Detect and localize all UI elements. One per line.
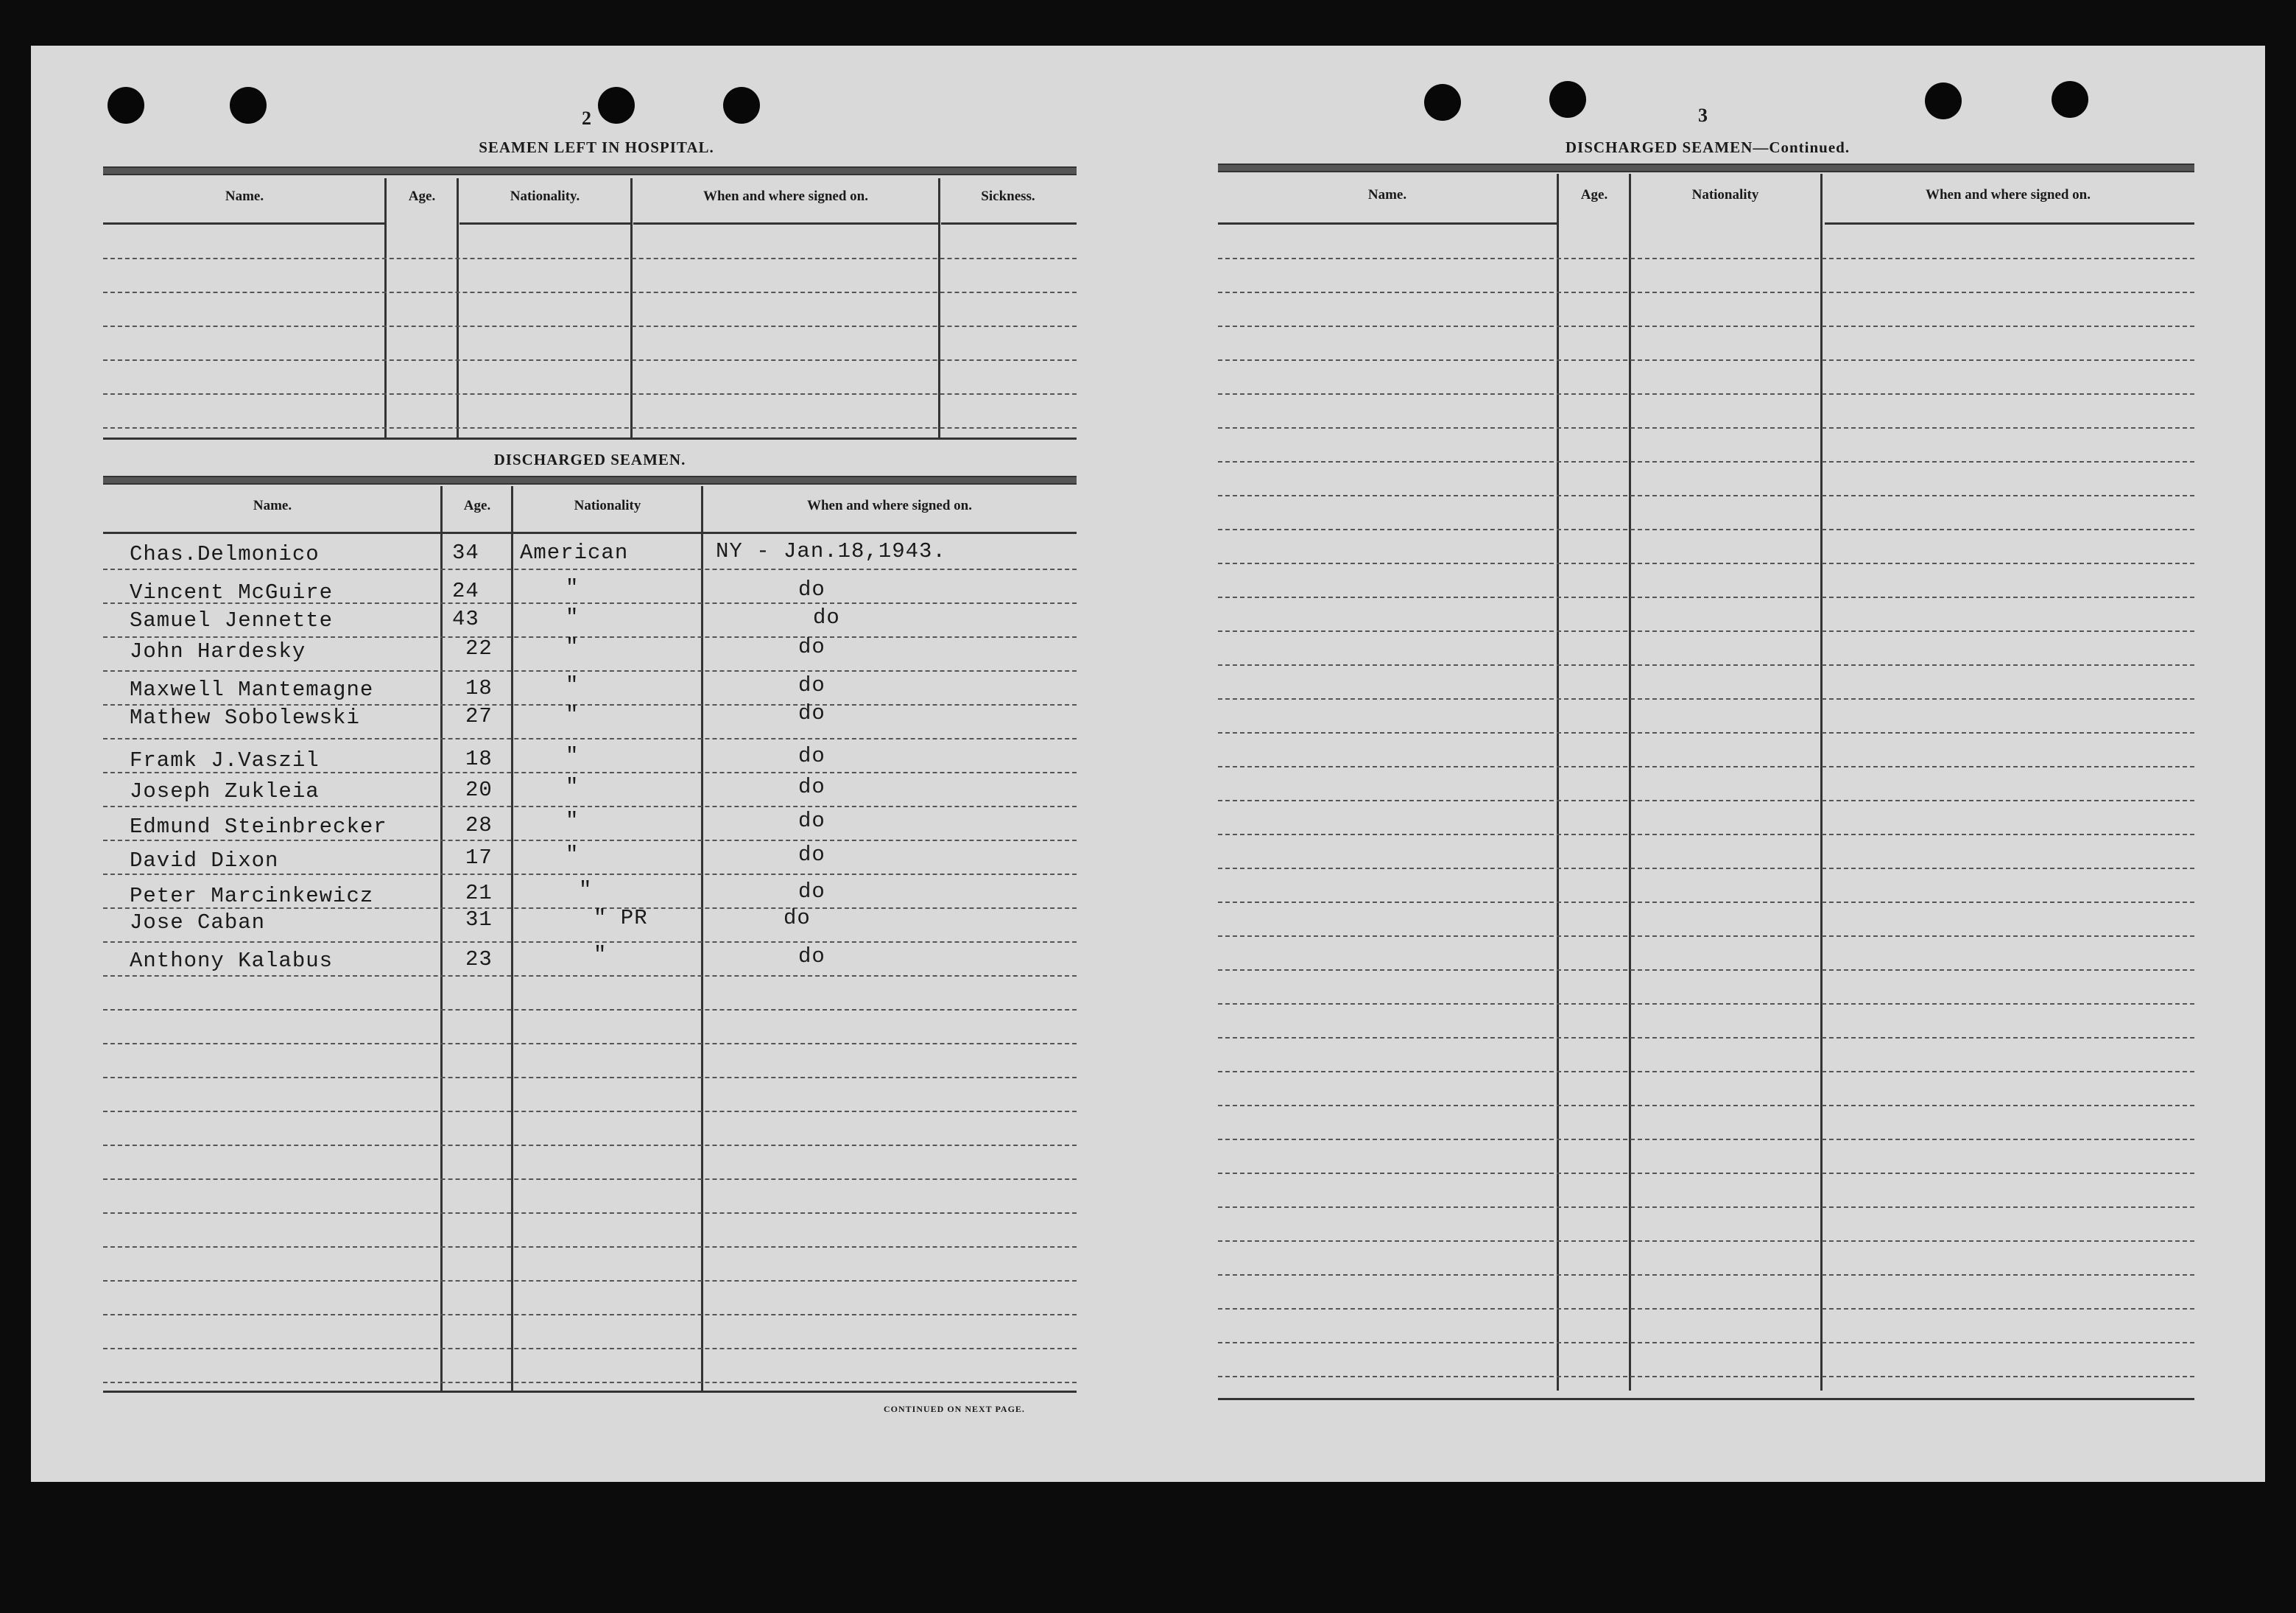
row-line [1218, 1342, 2194, 1343]
row-line [103, 874, 1077, 875]
seaman-nationality: " [566, 703, 580, 727]
seaman-name: Framk J.Vaszil [130, 748, 320, 773]
column-divider [1820, 174, 1823, 1391]
seaman-nationality: " [566, 635, 580, 659]
col-header-name: Name. [253, 498, 292, 513]
row-line [103, 806, 1077, 807]
rule [103, 1391, 1077, 1393]
seaman-name: Maxwell Mantemagne [130, 678, 374, 702]
row-line [103, 569, 1077, 570]
seaman-signed-on: do [798, 879, 825, 904]
row-line [1218, 427, 2194, 429]
row-line [103, 1280, 1077, 1282]
seaman-age: 21 [465, 881, 493, 905]
row-line [103, 1246, 1077, 1248]
document-sheet [31, 46, 2265, 1482]
col-header-name: Name. [1367, 187, 1407, 203]
col-header-signed-on: When and where signed on. [806, 498, 972, 513]
punch-hole [1549, 81, 1586, 118]
seaman-nationality: American [520, 541, 629, 565]
row-line [1218, 698, 2194, 700]
seaman-age: 18 [465, 676, 493, 700]
seaman-name: Vincent McGuire [130, 580, 334, 605]
row-line [1218, 868, 2194, 869]
col-header-nationality: Nationality [574, 498, 641, 513]
row-line [1218, 1003, 2194, 1005]
col-header-signed-on: When and where signed on. [1925, 187, 2091, 203]
seaman-nationality: " [566, 605, 580, 630]
row-line [1218, 326, 2194, 327]
row-line [1218, 1206, 2194, 1208]
seaman-signed-on: do [798, 577, 825, 602]
row-line [1218, 393, 2194, 395]
row-line [103, 359, 1077, 361]
row-line [103, 1077, 1077, 1078]
col-header-sickness: Sickness. [981, 189, 1035, 204]
seaman-signed-on: do [798, 944, 825, 969]
row-line [103, 1382, 1077, 1383]
seaman-age: 43 [452, 607, 479, 631]
row-line [103, 1178, 1077, 1180]
seaman-signed-on: do [798, 809, 825, 833]
rule [103, 437, 1077, 440]
seaman-age: 17 [465, 846, 493, 870]
seaman-age: 27 [465, 704, 493, 728]
punch-hole [2052, 81, 2088, 118]
row-line [1218, 834, 2194, 835]
seaman-age: 24 [452, 579, 479, 603]
punch-hole [230, 87, 267, 124]
row-line [1218, 630, 2194, 632]
row-line [103, 1043, 1077, 1044]
rule [1218, 1398, 2194, 1400]
col-header-nationality: Nationality. [510, 189, 580, 204]
row-line [1218, 1037, 2194, 1039]
seaman-nationality: " [594, 943, 608, 967]
row-line [1218, 597, 2194, 598]
seaman-name: David Dixon [130, 848, 279, 873]
seaman-age: 31 [465, 907, 493, 932]
seaman-age: 28 [465, 813, 493, 837]
seaman-nationality: " [566, 673, 580, 697]
seaman-signed-on: NY - Jan.18,1943. [716, 539, 946, 563]
row-line [103, 393, 1077, 395]
row-line [103, 975, 1077, 977]
row-line [103, 1009, 1077, 1011]
row-line [1218, 258, 2194, 259]
seaman-nationality: " [566, 809, 580, 833]
rule [941, 222, 1077, 225]
seaman-name: Chas.Delmonico [130, 542, 320, 566]
col-header-age: Age. [1580, 187, 1608, 203]
seaman-age: 22 [465, 636, 493, 661]
row-line [1218, 664, 2194, 666]
column-divider [511, 486, 513, 1391]
seaman-age: 18 [465, 747, 493, 771]
seaman-age: 23 [465, 947, 493, 971]
row-line [1218, 1173, 2194, 1174]
seaman-name: Mathew Sobolewski [130, 706, 360, 730]
discharged-continued-title: DISCHARGED SEAMEN—Continued. [1565, 138, 1850, 156]
seaman-name: John Hardesky [130, 639, 306, 664]
col-header-signed-on: When and where signed on. [702, 189, 868, 204]
rule [459, 222, 632, 225]
seaman-signed-on: do [798, 843, 825, 867]
seaman-signed-on: do [798, 775, 825, 799]
seaman-nationality: " [566, 775, 580, 799]
column-divider [457, 178, 459, 437]
row-line [103, 1145, 1077, 1146]
row-line [103, 1212, 1077, 1214]
row-line [1218, 359, 2194, 361]
row-line [1218, 1071, 2194, 1072]
column-divider [630, 178, 633, 437]
row-line [103, 427, 1077, 429]
seaman-signed-on: do [813, 605, 840, 630]
seaman-name: Joseph Zukleia [130, 779, 320, 804]
row-line [103, 258, 1077, 259]
row-line [1218, 1139, 2194, 1140]
row-line [1218, 732, 2194, 734]
col-header-name: Name. [225, 189, 264, 204]
col-header-age: Age. [408, 189, 436, 204]
page-number: 3 [1698, 105, 1708, 126]
seaman-name: Edmund Steinbrecker [130, 815, 387, 839]
rule [103, 166, 1077, 175]
row-line [103, 636, 1077, 638]
punch-hole [1925, 82, 1962, 119]
col-header-nationality: Nationality [1691, 187, 1759, 203]
row-line [103, 1348, 1077, 1349]
row-line [1218, 800, 2194, 801]
rule [1218, 164, 2194, 172]
rule [1825, 222, 2194, 225]
seaman-signed-on: do [798, 744, 825, 768]
col-header-age: Age. [463, 498, 491, 513]
seaman-name: Peter Marcinkewicz [130, 884, 374, 908]
seaman-name: Samuel Jennette [130, 608, 334, 633]
row-line [103, 326, 1077, 327]
row-line [1218, 1274, 2194, 1276]
column-divider [440, 486, 443, 1391]
row-line [1218, 461, 2194, 463]
row-line [1218, 495, 2194, 496]
punch-hole [723, 87, 760, 124]
discharged-section-title: DISCHARGED SEAMEN. [493, 451, 686, 468]
seaman-age: 20 [465, 778, 493, 802]
seaman-signed-on: do [798, 635, 825, 659]
row-line [103, 1111, 1077, 1112]
seaman-name: Jose Caban [130, 910, 266, 935]
row-line [1218, 292, 2194, 293]
seaman-signed-on: do [798, 673, 825, 697]
row-line [103, 840, 1077, 841]
seaman-signed-on: do [798, 701, 825, 725]
column-divider [701, 486, 703, 1391]
row-line [1218, 969, 2194, 971]
row-line [1218, 935, 2194, 937]
row-line [103, 292, 1077, 293]
row-line [103, 1314, 1077, 1315]
row-line [1218, 1240, 2194, 1242]
column-divider [938, 178, 940, 437]
seaman-signed-on: do [783, 906, 811, 930]
continued-footer: CONTINUED ON NEXT PAGE. [884, 1404, 1025, 1414]
row-line [1218, 1105, 2194, 1106]
row-line [1218, 1376, 2194, 1377]
column-divider [384, 178, 387, 437]
row-line [1218, 766, 2194, 767]
seaman-nationality: " [579, 878, 593, 902]
column-divider [1629, 174, 1631, 1391]
row-line [1218, 902, 2194, 903]
page-number: 2 [582, 108, 591, 129]
row-line [1218, 529, 2194, 530]
row-line [103, 738, 1077, 739]
seaman-nationality: " [566, 843, 580, 867]
seaman-age: 34 [452, 541, 479, 565]
hospital-section-title: SEAMEN LEFT IN HOSPITAL. [479, 138, 714, 156]
punch-hole [1424, 84, 1461, 121]
row-line [103, 941, 1077, 943]
seaman-nationality: " PR [594, 906, 648, 930]
punch-hole [108, 87, 144, 124]
row-line [1218, 563, 2194, 564]
rule [633, 222, 938, 225]
seaman-name: Anthony Kalabus [130, 949, 334, 973]
rule [103, 222, 384, 225]
column-divider [1557, 174, 1559, 1391]
rule [1218, 222, 1557, 225]
rule [103, 476, 1077, 485]
seaman-nationality: " [566, 576, 580, 600]
punch-hole [598, 87, 635, 124]
row-line [103, 670, 1077, 672]
seaman-nationality: " [566, 744, 580, 768]
row-line [1218, 1308, 2194, 1310]
rule [103, 532, 1077, 534]
